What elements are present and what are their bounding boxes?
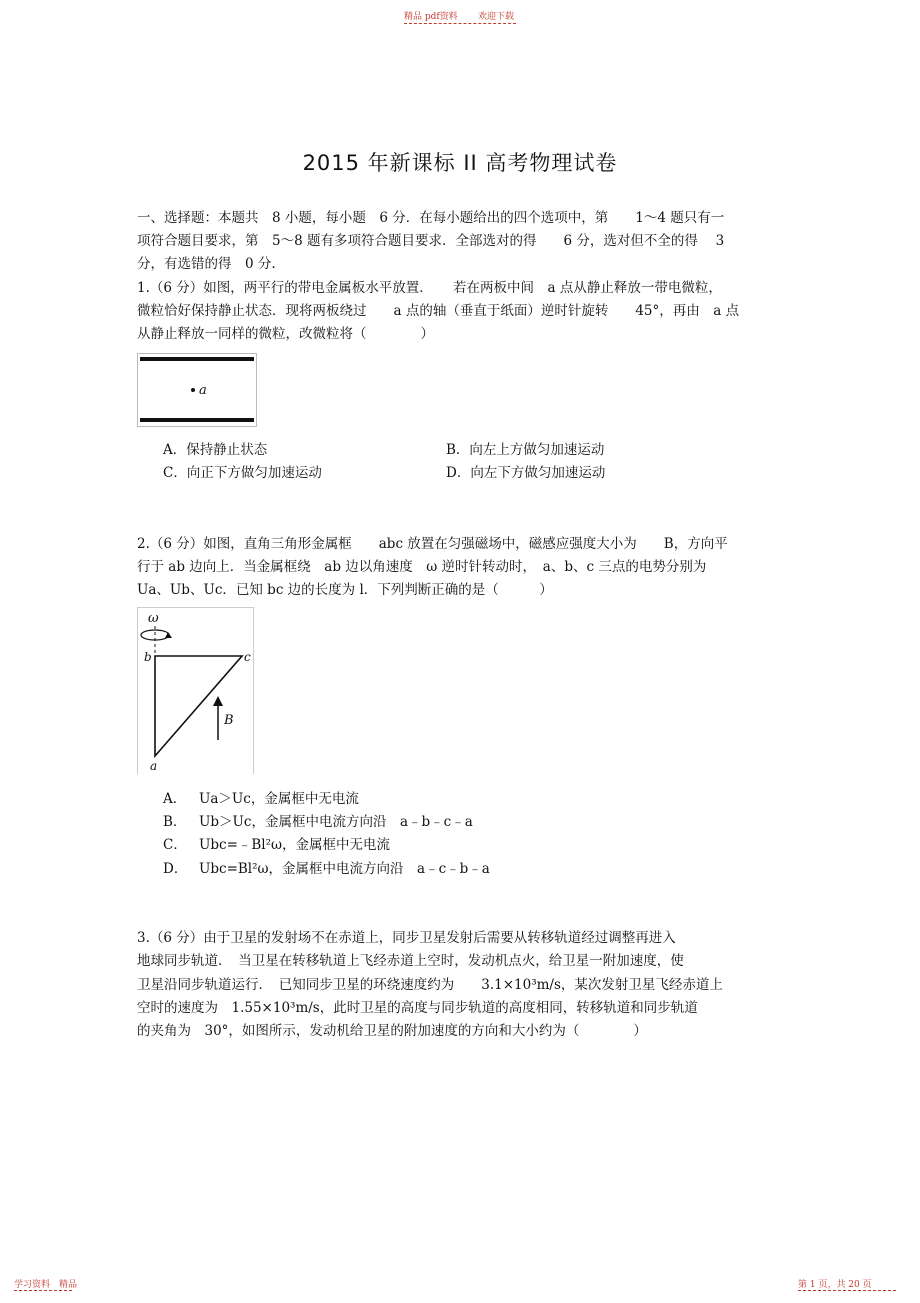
q1-figure [137,353,257,427]
omega-label: ω [148,611,159,626]
q3-line: 3.（6 分）由于卫星的发射场不在赤道上，同步卫星发射后需要从转移轨道经过调整再进入 [137,930,676,946]
q2-option-a-text: Ua＞Uc，金属框中无电流 [199,791,359,807]
q2-triangle-diagram [138,608,253,774]
intro-line: 一、选择题：本题共 8 小题，每小题 6 分．在每小题给出的四个选项中，第 1～4 题只有一 [137,210,725,226]
q2-option-d-text: Ubc=Bl²ω，金属框中电流方向沿 a﹣c﹣b﹣a [199,861,490,877]
q2-figure [137,607,254,774]
q2-option-d-letter: D． [163,861,188,877]
intro-line: 项符合题目要求，第 5～8 题有多项符合题目要求．全部选对的得 6 分，选对但不全的得 3 [137,233,725,249]
particle-dot [191,388,195,392]
q2-option-b-letter: B． [163,814,187,830]
vertex-a-label: a [150,759,158,773]
vertex-b-label: b [144,650,152,664]
footer-right-divider [798,1290,896,1291]
q3-line: 的夹角为 30°，如图所示，发动机给卫星的附加速度的方向和大小约为（ ） [137,1023,647,1039]
lower-plate [140,418,254,422]
field-arrowhead-icon [213,696,223,706]
triangle-frame [155,656,242,756]
footer-left: 学习资料 精品 [14,1280,78,1290]
q1-option-a: A．保持静止状态 [163,442,268,458]
intro-line: 分，有选错的得 0 分. [137,256,276,272]
header-left: 精品 pdf资料 [404,12,458,22]
q1-line: 微粒恰好保持静止状态．现将两板绕过 a 点的轴（垂直于纸面）逆时针旋转 45°，再由 a 点 [137,303,740,319]
q1-option-d: D．向左下方做匀加速运动 [446,465,606,481]
q1-option-b: B．向左上方做匀加速运动 [446,442,605,458]
q2-line: 2.（6 分）如图，直角三角形金属框 abc 放置在匀强磁场中，磁感应强度大小为 B，方向平 [137,536,728,552]
rotation-arrowhead-icon [165,632,172,638]
q3-line: 卫星沿同步轨道运行． 已知同步卫星的环绕速度约为 3.1×10³m/s，某次发射卫星飞经赤道上 [137,977,723,993]
footer-page-number: 第 1 页，共 20 页 [798,1280,872,1290]
vertex-c-label: c [244,650,251,664]
header-divider [404,23,516,24]
q1-line: 从静止释放一同样的微粒，改微粒将（ ） [137,326,434,342]
q2-option-c-letter: C． [163,837,187,853]
upper-plate [140,357,254,361]
q3-line: 地球同步轨道． 当卫星在转移轨道上飞经赤道上空时，发动机点火，给卫星一附加速度，使 [137,953,684,969]
q2-option-c-text: Ubc=﹣Bl²ω，金属框中无电流 [199,837,391,853]
q2-option-b-text: Ub＞Uc，金属框中电流方向沿 a﹣b﹣c﹣a [199,814,473,830]
header-right: 欢迎下载 [478,12,515,22]
q2-line: 行于 ab 边向上．当金属框绕 ab 边以角速度 ω 逆时针转动时， a、b、c 三点的电势分别为 [137,559,707,575]
field-b-label: B [224,713,234,728]
point-a-label: a [199,383,207,398]
q1-plates-diagram [138,354,256,426]
q2-line: Ua、Ub、Uc．已知 bc 边的长度为 l．下列判断正确的是（ ） [137,582,553,598]
footer-left-divider [14,1290,72,1291]
page-title: 2015 年新课标 II 高考物理试卷 [302,151,618,175]
q1-option-c: C．向正下方做匀加速运动 [163,465,322,481]
q1-line: 1.（6 分）如图，两平行的带电金属板水平放置． 若在两板中间 a 点从静止释放一带电微粒， [137,280,722,296]
q2-option-a-letter: A． [163,791,187,807]
q3-line: 空时的速度为 1.55×10³m/s，此时卫星的高度与同步轨道的高度相同，转移轨道和同步轨道 [137,1000,698,1016]
